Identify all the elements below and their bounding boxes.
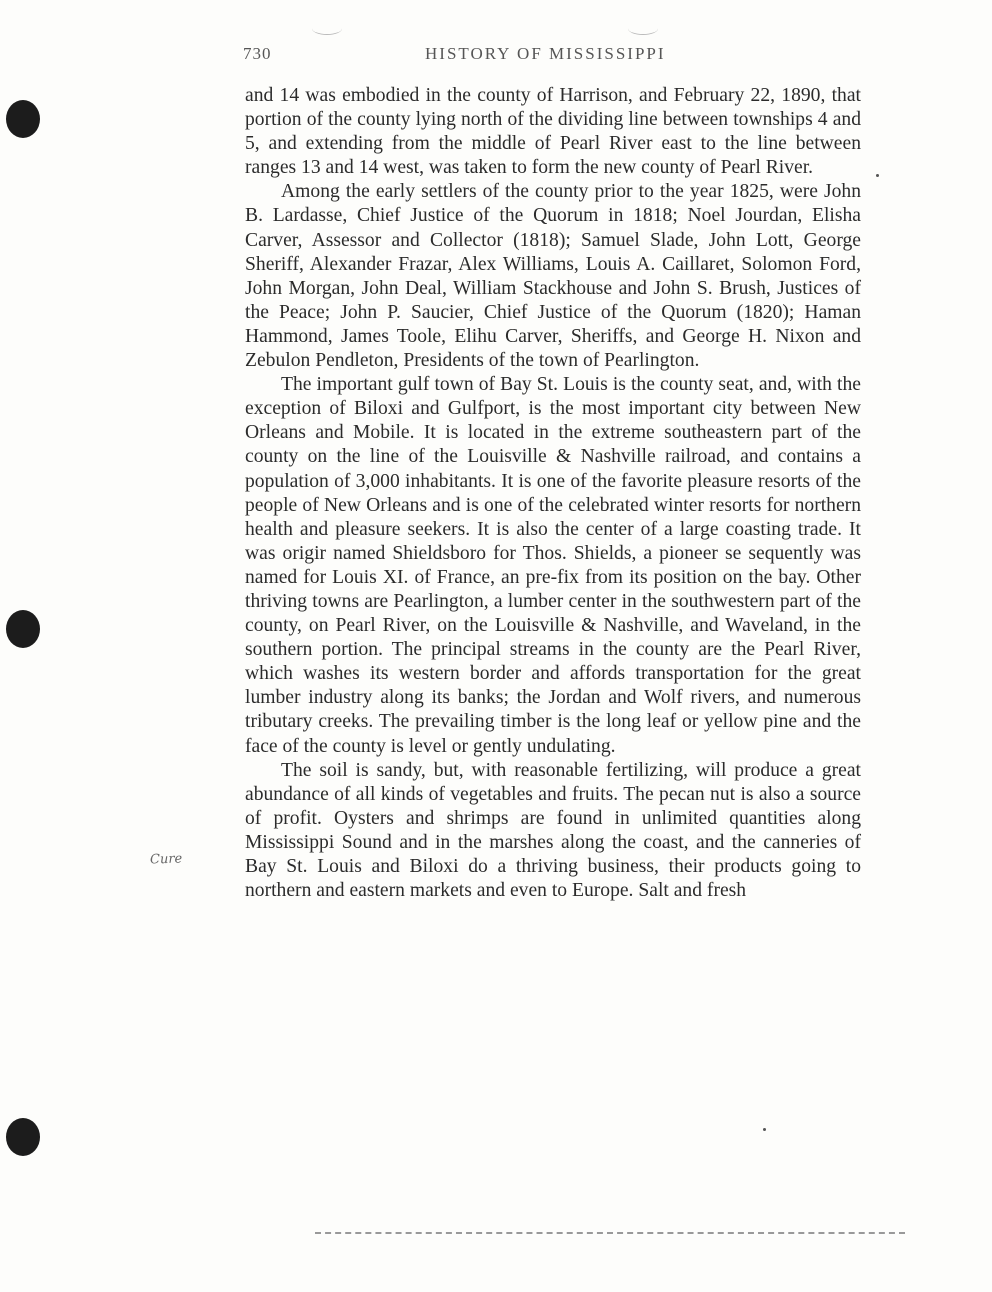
punch-hole-top: [6, 100, 40, 138]
scan-footer-line: [315, 1232, 905, 1234]
punch-hole-middle: [6, 610, 40, 648]
scan-mark-right: [628, 22, 658, 35]
paragraph-3: The important gulf town of Bay St. Louis is the county seat, and, with the exception of Biloxi and Gulfport, is the most important city between New Orleans and Mobile. It is located in the extreme southeastern part of the county on the line of the Louisville & Nashville railroad, and contains a population of 3,000 inhabitants. It is one of the favorite pleasure resorts of the people of New Orleans and is one of the celebrated winter resorts for northern health and pleasure seekers. It is also the center of a large coasting trade. It was origir named Shieldsboro for Thos. Shields, a pioneer se sequently was named for Louis XI. of France, an pre-fix from its position on the bay. Other thriving towns are Pearlington, a lumber center in the southwestern part of the county, on Pearl River, on the Louisville & Nashville, and Waveland, in the southern portion. The principal streams in the county are the Pearl River, which washes its western border and affords transportation for the great lumber industry along its banks; the Jordan and Wolf rivers, and numerous tributary creeks. The prevailing timber is the long leaf or yellow pine and the face of the county is level or gently undulating.: [245, 374, 861, 757]
paragraph-1: and 14 was embodied in the county of Harrison, and February 22, 1890, that portion of the county lying north of the dividing line between townships 4 and 5, and extending from the middle of Pearl River east to the line between ranges 13 and 14 west, was taken to form the new county of Pearl River.: [245, 85, 861, 179]
body-text: [245, 84, 861, 903]
running-head: HISTORY OF MISSISSIPPI: [425, 44, 666, 63]
scan-mark-left: [312, 22, 342, 35]
stray-mark: [876, 174, 879, 177]
page-number: 730: [243, 44, 272, 63]
paragraph-2: Among the early settlers of the county prior to the year 1825, were John B. Lardasse, Chief Justice of the Quorum in 1818; Noel Jourdan, Elisha Carver, Assessor and Collector (1818); Samuel Slade, John Lott, George Sheriff, Alexander Frazar, Alex Williams, Louis A. Caillaret, Solomon Ford, John Morgan, John Deal, William Stackhouse and John S. Brush, Justices of the Peace; John P. Saucier, Chief Justice of the Quorum (1820); Haman Hammond, James Toole, Elihu Carver, Sheriffs, and George H. Nixon and Zebulon Pendleton, Presidents of the town of Pearlington.: [245, 181, 861, 372]
handwritten-margin-note: Cure: [149, 851, 183, 868]
paragraph-4: The soil is sandy, but, with reasonable fertilizing, will produce a great abundance of all kinds of vegetables and fruits. The pecan nut is also a source of profit. Oysters and shrimps are found in unlimited quantities along Mississippi Sound and in the marshes along the coast, and the canneries of Bay St. Louis and Biloxi do a thriving business, their products going to northern and eastern markets and even to Europe. Salt and fresh: [245, 759, 861, 902]
page-header: [243, 44, 861, 66]
stray-mark: [763, 1128, 766, 1131]
punch-hole-bottom: [6, 1118, 40, 1156]
